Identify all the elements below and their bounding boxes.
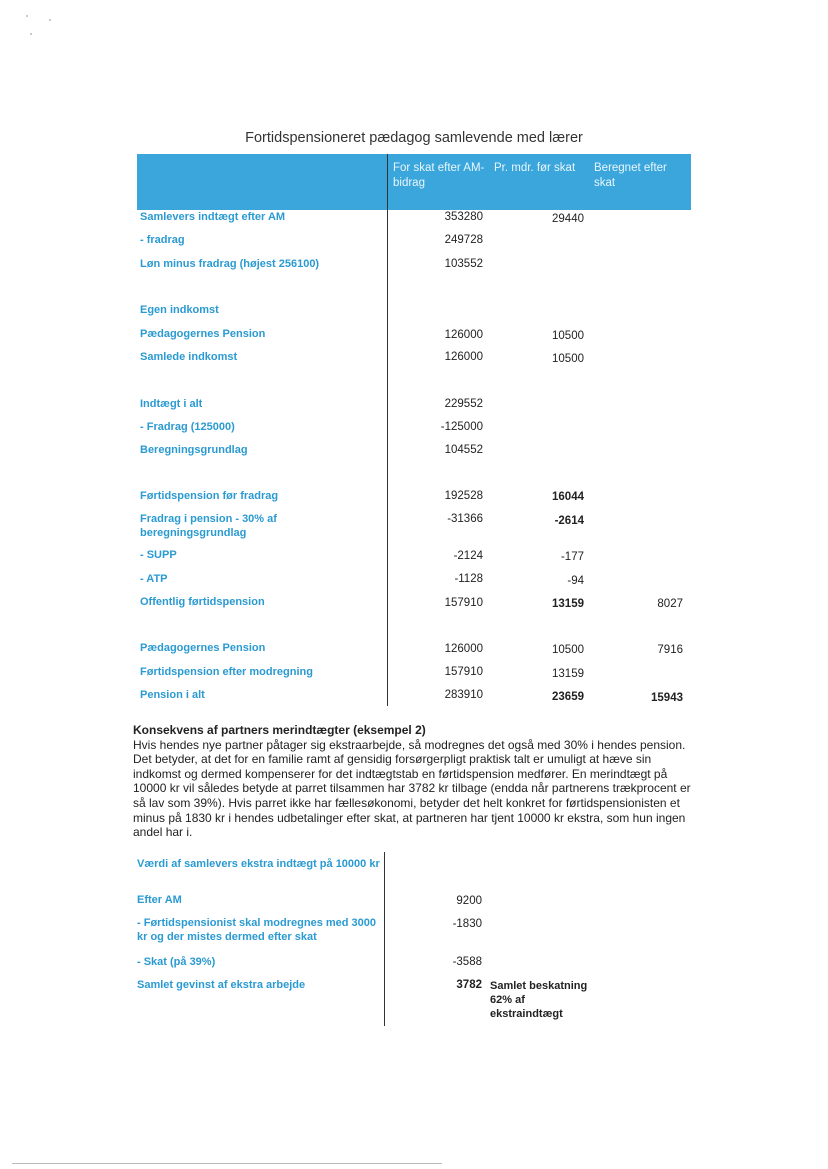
row-value-c1: 283910 bbox=[444, 689, 483, 701]
consequence-paragraph bbox=[133, 723, 693, 840]
scan-speck bbox=[30, 33, 32, 35]
row-value-c2: -177 bbox=[560, 551, 584, 563]
row-value-c1: 249728 bbox=[444, 234, 483, 246]
row-label: Pension i alt bbox=[140, 689, 205, 701]
row-value-c1: 353280 bbox=[444, 211, 483, 223]
row-value-c2: 29440 bbox=[552, 213, 584, 225]
bottom-rule bbox=[12, 1163, 442, 1164]
row-label: Indtægt i alt bbox=[140, 398, 203, 410]
row-label: Beregningsgrundlag bbox=[140, 444, 248, 456]
row-value-c2: 10500 bbox=[552, 353, 584, 365]
row-label: Pædagogernes Pension bbox=[140, 642, 266, 654]
row-value: 9200 bbox=[456, 895, 482, 907]
row-label: Samlevers indtægt efter AM bbox=[140, 211, 286, 223]
column-header-beregnet: Beregnet efter skat bbox=[594, 162, 667, 189]
scan-speck bbox=[49, 19, 51, 21]
row-value: 3782 bbox=[456, 979, 482, 991]
table-divider-line bbox=[387, 154, 388, 706]
total-taxation-note: Samlet beskatning 62% af ekstraindtægt bbox=[490, 980, 588, 1020]
row-label: - ATP bbox=[140, 573, 168, 585]
row-label: - fradrag bbox=[140, 234, 185, 246]
row-value: -3588 bbox=[452, 956, 482, 968]
row-label: Samlet gevinst af ekstra arbejde bbox=[137, 979, 306, 991]
row-value-c1: 157910 bbox=[444, 666, 483, 678]
row-value-c1: 126000 bbox=[444, 643, 483, 655]
row-label: Pædagogernes Pension bbox=[140, 328, 266, 340]
row-value-c1: 126000 bbox=[444, 329, 483, 341]
row-value-c2: -2614 bbox=[554, 515, 584, 527]
row-value-c1: 103552 bbox=[444, 258, 483, 270]
row-value-c2: 10500 bbox=[552, 644, 584, 656]
column-header-pr-mdr: Pr. mdr. før skat bbox=[494, 162, 576, 174]
table2-divider-line bbox=[384, 852, 385, 1026]
section-label: Egen indkomst bbox=[140, 304, 219, 316]
row-label: Samlede indkomst bbox=[140, 351, 238, 363]
row-value-c3: 8027 bbox=[657, 598, 683, 610]
row-value-c2: 13159 bbox=[552, 668, 584, 680]
row-value-c2: 10500 bbox=[552, 330, 584, 342]
row-value-c3: 7916 bbox=[657, 644, 683, 656]
column-header-for-skat: For skat efter AM-bidrag bbox=[393, 162, 485, 189]
row-label: - Førtidspensionist skal modregnes med 3000 kr og der mistes dermed efter skat bbox=[137, 917, 377, 943]
row-label: Fradrag i pension - 30% af beregningsgrundlag bbox=[140, 513, 277, 539]
row-label: Førtidspension efter modregning bbox=[140, 666, 313, 678]
paragraph-body: Hvis hendes nye partner påtager sig ekstraarbejde, så modregnes det også med 30% i hendes pension. Det betyder, at det for en familie ramt af gensidig forsørgerpligt praktisk talt er umuligt at hæve sin indkomst og dermed kompenserer for det indtægtstab en førtidspension medfører. En merindtægt på 10000 kr vil således betyde at parret tilsammen har 3782 kr tilbage (endda når partnerens trækprocent er så lav som 39%). Hvis parret ikke har fællesøkonomi, betyder det helt konkret for førtidspensionisten et minus på 1830 kr i hendes udbetalinger efter skat, at partneren har tjent 10000 kr ekstra, som hun ingen andel har i. bbox=[133, 737, 691, 840]
row-label: Førtidspension før fradrag bbox=[140, 490, 279, 502]
row-value-c1: 192528 bbox=[444, 490, 483, 502]
paragraph-heading: Konsekvens af partners merindtægter (eksempel 2) bbox=[133, 723, 426, 737]
row-value-c1: 157910 bbox=[444, 597, 483, 609]
row-value-c2: 16044 bbox=[552, 491, 584, 503]
row-label: Offentlig førtidspension bbox=[140, 596, 265, 608]
row-value-c1: -31366 bbox=[447, 513, 483, 525]
row-value-c1: -125000 bbox=[440, 421, 483, 433]
row-value: -1830 bbox=[452, 918, 482, 930]
row-label: Løn minus fradrag (højest 256100) bbox=[140, 258, 320, 270]
scan-speck bbox=[26, 15, 28, 17]
row-label: Værdi af samlevers ekstra indtægt på 10000 kr bbox=[137, 858, 380, 870]
row-value-c1: 126000 bbox=[444, 351, 483, 363]
row-value-c2: -94 bbox=[567, 575, 584, 587]
row-value-c2: 13159 bbox=[552, 598, 584, 610]
row-label: - Skat (på 39%) bbox=[137, 956, 216, 968]
row-label: Efter AM bbox=[137, 894, 182, 906]
row-value-c1: -2124 bbox=[453, 550, 483, 562]
row-label: - Fradrag (125000) bbox=[140, 421, 235, 433]
row-value-c3: 15943 bbox=[651, 692, 683, 704]
row-value-c1: -1128 bbox=[454, 573, 483, 585]
row-value-c1: 104552 bbox=[444, 444, 483, 456]
row-label: - SUPP bbox=[140, 549, 177, 561]
row-value-c2: 23659 bbox=[552, 691, 584, 703]
row-value-c1: 229552 bbox=[444, 398, 483, 410]
page-title: Fortidspensioneret pædagog samlevende med lærer bbox=[245, 130, 583, 146]
